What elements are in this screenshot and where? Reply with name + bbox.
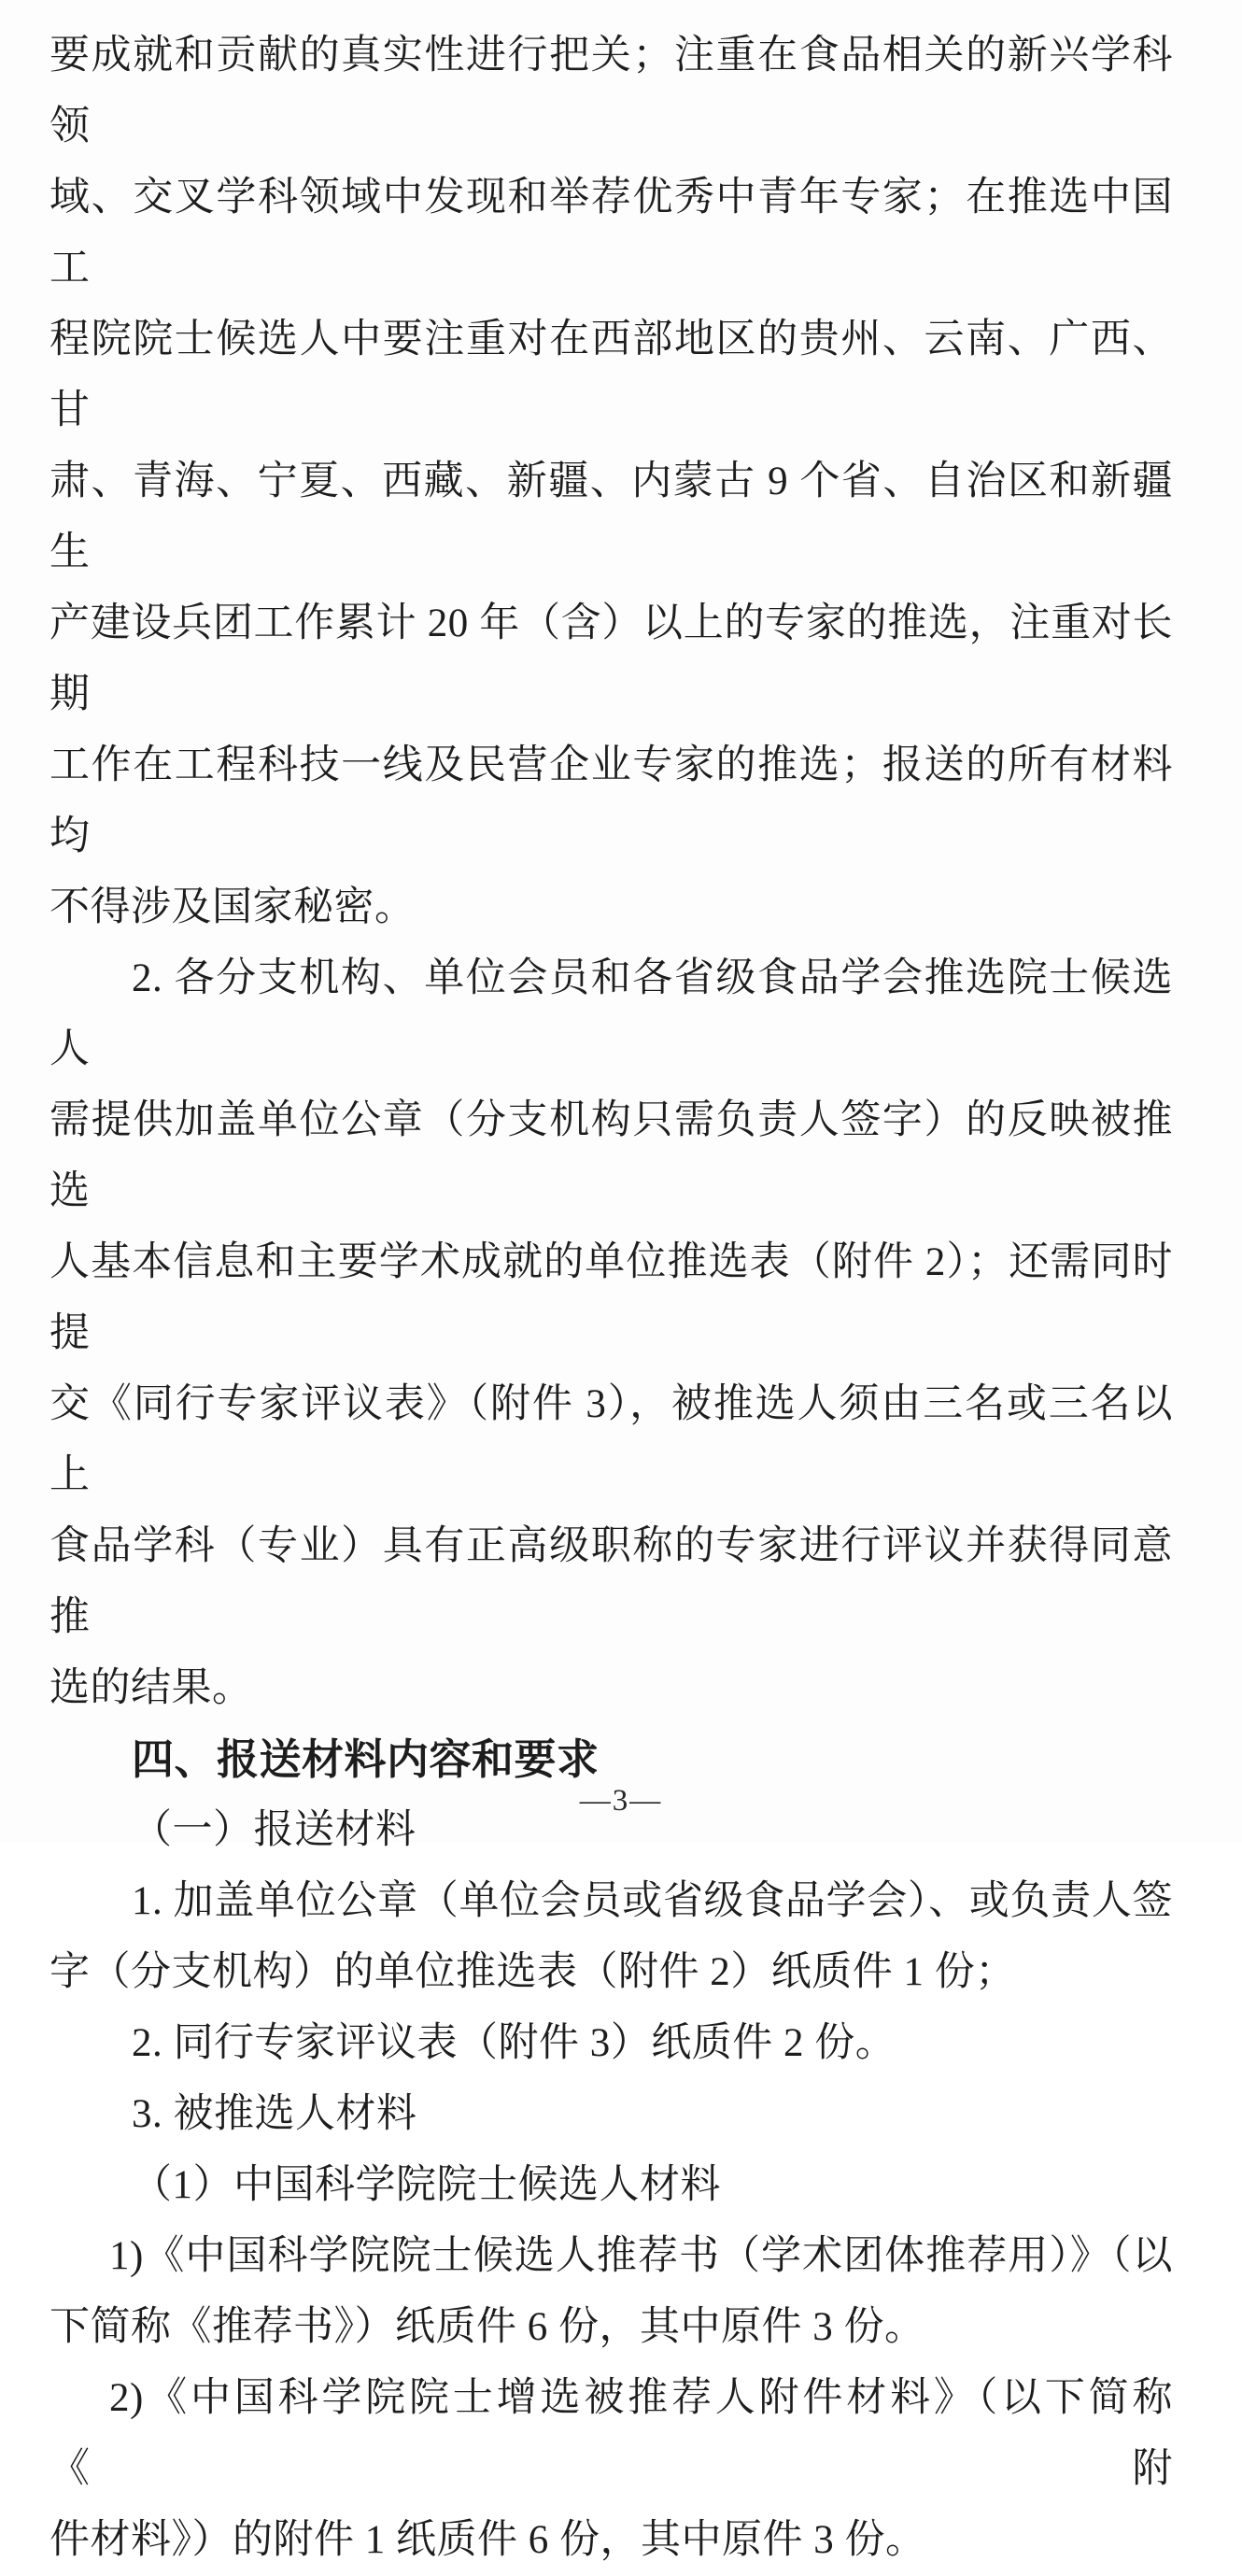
- text-line: 字（分支机构）的单位推选表（附件 2）纸质件 1 份；: [49, 1950, 1016, 1994]
- text-line: 交《同行专家评议表》（附件 3），被推选人须由三名或三名以上: [49, 1382, 1173, 1497]
- text-line: 域、交叉学科领域中发现和举荐优秀中青年专家；在推选中国工: [49, 176, 1173, 290]
- text-line: 件材料》）的附件 1 纸质件 6 份，其中原件 3 份。: [49, 2518, 926, 2562]
- text-line: 2)《中国科学院院士增选被推荐人附件材料》（以下简称《附: [49, 2376, 1173, 2491]
- text-line: 选的结果。: [49, 1666, 253, 1710]
- text-line: 2. 同行专家评议表（附件 3）纸质件 2 份。: [132, 2021, 896, 2065]
- text-line: 2. 各分支机构、单位会员和各省级食品学会推选院士候选人: [49, 956, 1173, 1071]
- text-line: 食品学科（专业）具有正高级职称的专家进行评议并获得同意推: [49, 1524, 1173, 1639]
- section-heading: 四、报送材料内容和要求: [132, 1735, 600, 1783]
- text-line: 肃、青海、宁夏、西藏、新疆、内蒙古 9 个省、自治区和新疆生: [49, 460, 1173, 574]
- text-line: 要成就和贡献的真实性进行把关；注重在食品相关的新兴学科领: [49, 34, 1173, 149]
- text-line: 人基本信息和主要学术成就的单位推选表（附件 2）；还需同时提: [49, 1240, 1173, 1355]
- text-line: （1）中国科学院院士候选人材料: [132, 2163, 721, 2207]
- text-line: 工作在工程科技一线及民营企业专家的推选；报送的所有材料均: [49, 743, 1173, 858]
- text-line: 1. 加盖单位公章（单位会员或省级食品学会）、或负责人签: [132, 1879, 1173, 1923]
- text-line: 产建设兵团工作累计 20 年（含）以上的专家的推选，注重对长期: [49, 602, 1173, 716]
- page-footer: [0, 1784, 1242, 1819]
- page-number: —3—: [579, 1784, 663, 1818]
- text-line: （一）报送材料: [132, 1808, 416, 1852]
- text-line: 3. 被推选人材料: [132, 2092, 417, 2136]
- document-body: [49, 21, 1173, 2576]
- text-line: 下简称《推荐书》）纸质件 6 份，其中原件 3 份。: [49, 2305, 925, 2349]
- text-line: 需提供加盖单位公章（分支机构只需负责人签字）的反映被推选: [49, 1098, 1173, 1213]
- text-line: 不得涉及国家秘密。: [49, 885, 416, 929]
- text-line: 1)《中国科学院院士候选人推荐书（学术团体推荐用）》（以: [109, 2234, 1173, 2278]
- text-line: 程院院士候选人中要注重对在西部地区的贵州、云南、广西、甘: [49, 318, 1173, 432]
